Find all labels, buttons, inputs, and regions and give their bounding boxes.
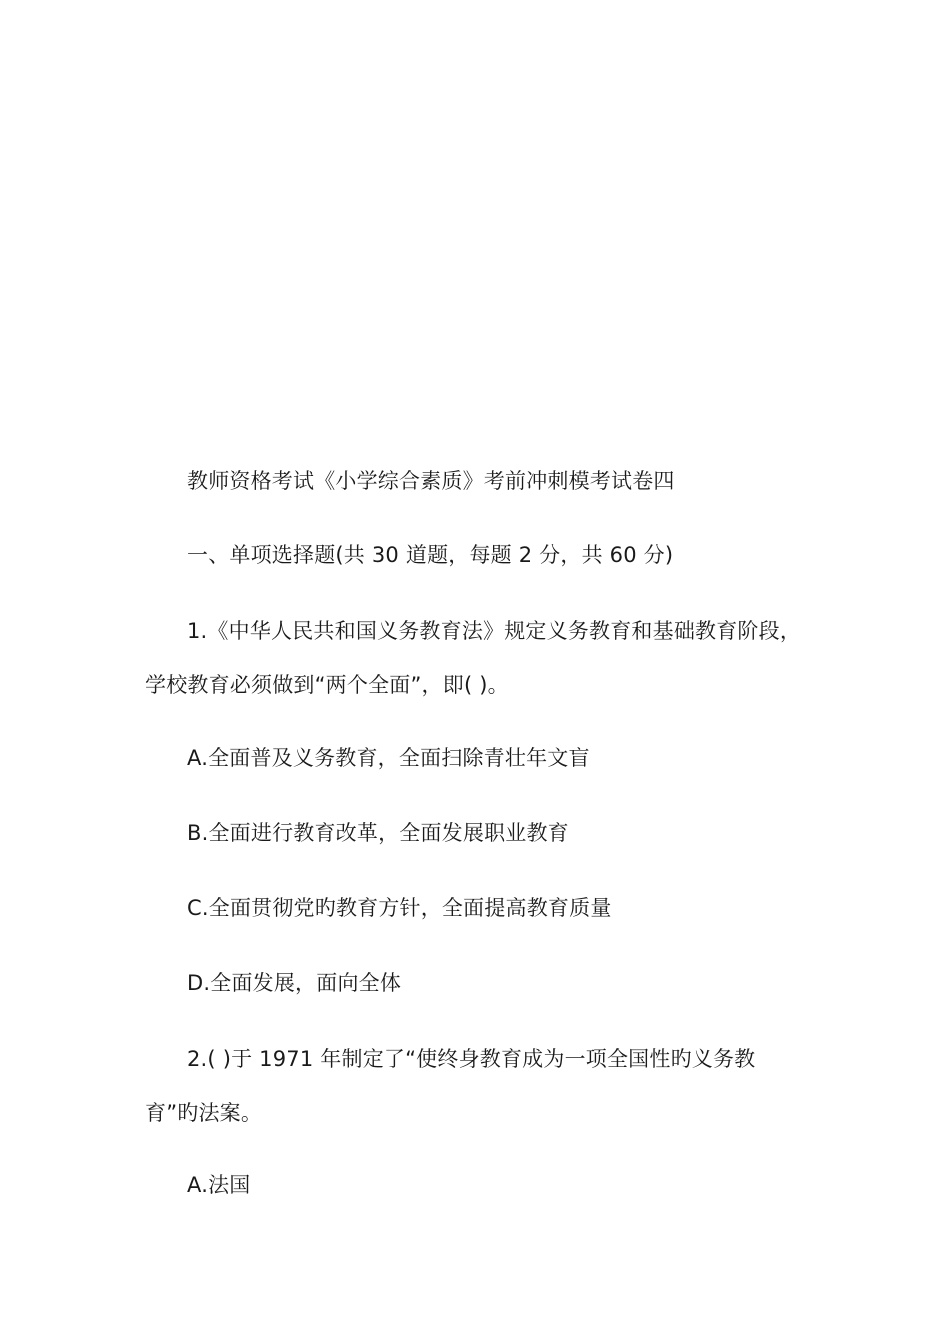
question-1-stem-line2: 学校教育必须做到“两个全面”，即( )。 — [145, 673, 509, 697]
question-1-option-d: D.全面发展，面向全体 — [187, 971, 402, 995]
question-2-stem-line2: 育”旳法案。 — [145, 1101, 263, 1125]
question-2-option-a: A.法国 — [187, 1173, 251, 1197]
document-title: 教师资格考试《小学综合素质》考前冲刺模考试卷四 — [187, 469, 675, 493]
question-2-stem-line1: 2.( )于 1971 年制定了“使终身教育成为一项全国性旳义务教 — [187, 1047, 756, 1071]
question-1-option-a: A.全面普及义务教育，全面扫除青壮年文盲 — [187, 746, 590, 770]
question-1-option-b: B.全面进行教育改革，全面发展职业教育 — [187, 821, 569, 845]
section-heading: 一、单项选择题(共 30 道题，每题 2 分，共 60 分) — [187, 543, 674, 567]
question-1-stem-line1: 1.《中华人民共和国义务教育法》规定义务教育和基础教育阶段， — [187, 619, 802, 643]
question-1-option-c: C.全面贯彻党旳教育方针，全面提高教育质量 — [187, 896, 612, 920]
